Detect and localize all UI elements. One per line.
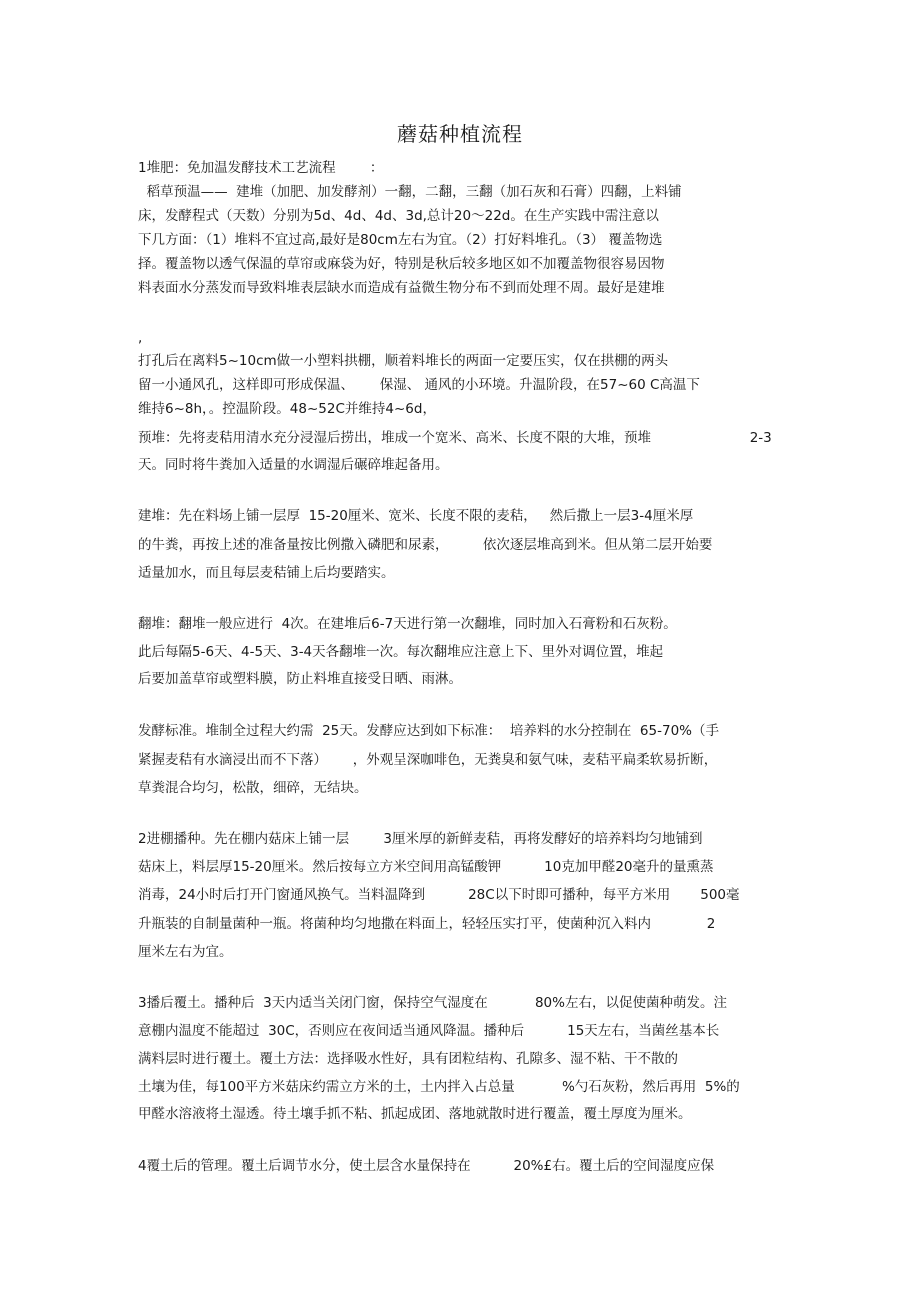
text-line: 的牛粪，再按上述的准备量按比例撒入磷肥和尿素， 依次逐层堆高到米。但从第二层开始要 bbox=[138, 537, 713, 553]
text-line: 土壤为佳，每100平方米菇床约需立方米的土，土内拌入占总量 %勺石灰粉，然后再用 5%的 bbox=[138, 1079, 740, 1095]
text-line: 维持6~8h，。控温阶段。48~52C并维持4~6d， bbox=[138, 401, 436, 417]
text-line: 稻草预温—— 建堆（加肥、加发酵剂）一翻，二翻，三翻（加石灰和石膏）四翻，上料铺 bbox=[138, 184, 682, 200]
text-line: 择。覆盖物以透气保温的草帘或麻袋为好，特别是秋后较多地区如不加覆盖物很容易因物 bbox=[138, 256, 665, 272]
text-line: 甲醛水溶液将土湿透。待土壤手抓不粘、抓起成团、落地就散时进行覆盖，覆土厚度为厘米。 bbox=[138, 1106, 692, 1122]
text-line: 紧握麦秸有水滴浸出而不下落） ，外观呈深咖啡色，无粪臭和氨气味，麦秸平扁柔软易折断， bbox=[138, 752, 718, 768]
text-line: 后要加盖草帘或塑料膜，防止料堆直接受日晒、雨淋。 bbox=[138, 671, 462, 687]
text-line: 1堆肥：免加温发酵技术工艺流程 ： bbox=[138, 160, 384, 176]
text-line: 预堆：先将麦秸用清水充分浸湿后捞出，堆成一个宽米、高米、长度不限的大堆，预堆 2-3 bbox=[138, 430, 772, 446]
page-title: 蘑菇种植流程 bbox=[397, 122, 523, 146]
text-line: 建堆：先在料场上铺一层厚 15-20厘米、宽米、长度不限的麦秸， 然后撒上一层3-4厘米厚 bbox=[138, 508, 694, 524]
text-line: 3播后覆土。播种后 3天内适当关闭门窗，保持空气湿度在 80%左右，以促使菌种萌发。注 bbox=[138, 995, 727, 1011]
text-line: 下几方面：（1）堆料不宜过高,最好是80cm左右为宜。（2）打好料堆孔。（3） 覆盖物选 bbox=[138, 232, 663, 248]
text-line: 料表面水分蒸发而导致料堆表层缺水而造成有益微生物分布不到而处理不周。最好是建堆 bbox=[138, 280, 665, 296]
text-line: 适量加水，而且每层麦秸铺上后均要踏实。 bbox=[138, 565, 395, 581]
text-line: 满料层时进行覆土。覆土方法：选择吸水性好，具有团粒结构、孔隙多、湿不粘、干不散的 bbox=[138, 1051, 678, 1067]
text-line: 发酵标准。堆制全过程大约需 25天。发酵应达到如下标准： 培养料的水分控制在 65-70%（手 bbox=[138, 723, 719, 739]
text-line: 2进棚播种。先在棚内菇床上铺一层 3厘米厚的新鲜麦秸，再将发酵好的培养料均匀地铺到 bbox=[138, 831, 703, 847]
text-line: 升瓶装的自制量菌种一瓶。将菌种均匀地撒在料面上，轻轻压实打平，使菌种沉入料内 2 bbox=[138, 916, 716, 932]
text-line: 此后每隔5-6天、4-5天、3-4天各翻堆一次。每次翻堆应注意上下、里外对调位置，堆起 bbox=[138, 644, 664, 660]
text-line: 翻堆：翻堆一般应进行 4次。在建堆后6-7天进行第一次翻堆，同时加入石膏粉和石灰粉。 bbox=[138, 616, 677, 632]
text-line: 留一小通风孔，这样即可形成保温、 保湿、 通风的小环境。升温阶段，在57~60 C高温下 bbox=[138, 377, 700, 393]
text-line: 天。同时将牛粪加入适量的水调湿后碾碎堆起备用。 bbox=[138, 457, 449, 473]
text-line: 消毒，24小时后打开门窗通风换气。当料温降到 28C以下时即可播种，每平方米用 500毫 bbox=[138, 887, 740, 903]
text-line: 意棚内温度不能超过 30C，否则应在夜间适当通风降温。播种后 15天左右，当菌丝基本长 bbox=[138, 1023, 720, 1039]
text-line: 4覆土后的管理。覆土后调节水分，使土层含水量保持在 20%£右。覆土后的空间湿度应保 bbox=[138, 1158, 715, 1174]
text-line: 厘米左右为宜。 bbox=[138, 944, 233, 960]
text-line: 打孔后在离料5~10cm做一小塑料拱棚，顺着料堆长的两面一定要压实，仅在拱棚的两头 bbox=[138, 353, 669, 369]
text-line: , bbox=[138, 330, 143, 346]
text-line: 床，发酵程式（天数）分别为5d、4d、4d、3d,总计20〜22d。在生产实践中需注意以 bbox=[138, 208, 659, 224]
text-line: 菇床上，料层厚15-20厘米。然后按每立方米空间用高锰酸钾 10克加甲醛20毫升的量熏蒸 bbox=[138, 859, 714, 875]
text-line: 草粪混合均匀，松散，细碎，无结块。 bbox=[138, 780, 368, 796]
